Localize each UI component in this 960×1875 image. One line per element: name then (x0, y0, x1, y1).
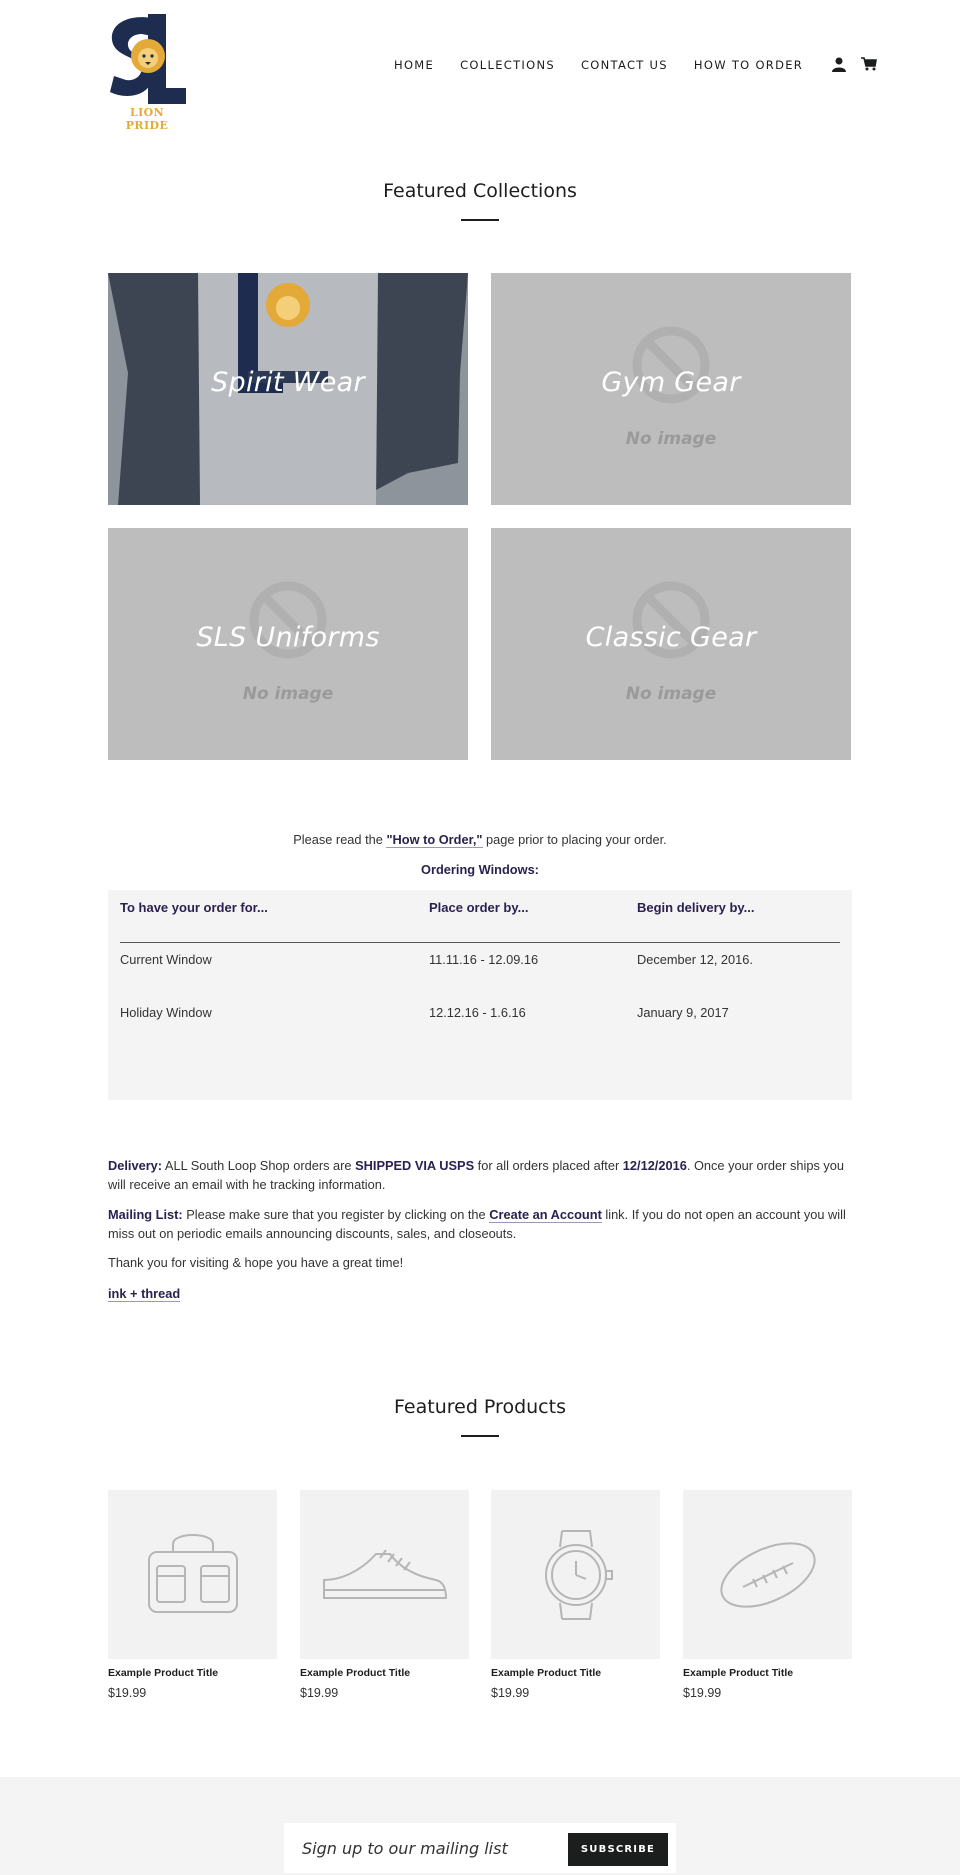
table-cell: December 12, 2016. (637, 952, 753, 967)
product-price: $19.99 (108, 1686, 147, 1700)
featured-products-heading: Featured Products (394, 1396, 566, 1418)
site-header (0, 0, 960, 130)
how-to-order-link[interactable]: "How to Order," (386, 832, 483, 847)
nav-collections[interactable]: COLLECTIONS (460, 58, 555, 72)
delivery-text: ALL South Loop Shop orders are (162, 1158, 356, 1173)
product-title[interactable]: Example Product Title (491, 1667, 602, 1679)
ink-thread-link[interactable]: ink + thread (108, 1286, 181, 1301)
delivery-emphasis: SHIPPED VIA USPS (355, 1158, 475, 1173)
nav-how-to-order[interactable]: HOW TO ORDER (693, 58, 804, 72)
product-image[interactable] (491, 1490, 660, 1659)
collection-classic-gear[interactable] (491, 528, 851, 760)
product-card[interactable] (300, 1490, 469, 1700)
product-title[interactable]: Example Product Title (108, 1667, 219, 1679)
delivery-date: 12/12/2016 (622, 1158, 687, 1173)
intro-text-after: page prior to placing your order. (482, 832, 667, 847)
no-image-label: No image (625, 684, 717, 704)
subscribe-button[interactable]: SUBSCRIBE (568, 1833, 668, 1866)
create-account-link[interactable]: Create an Account (489, 1207, 602, 1222)
table-cell: Current Window (120, 952, 212, 967)
logo-text: LION PRIDE (125, 106, 169, 132)
heading-divider (461, 1435, 499, 1437)
mailing-text: Please make sure that you register by clicking on the (182, 1207, 490, 1222)
product-card[interactable] (108, 1490, 277, 1700)
product-image[interactable] (108, 1490, 277, 1659)
collection-title: SLS Uniforms (196, 622, 380, 653)
product-card[interactable] (491, 1490, 660, 1700)
credit-line (108, 1284, 852, 1303)
table-header: Place order by... (429, 900, 529, 915)
thank-you-text: Thank you for visiting & hope you have a great time! (108, 1255, 404, 1270)
product-image[interactable] (300, 1490, 469, 1659)
mailing-list-note (108, 1205, 852, 1243)
product-title[interactable]: Example Product Title (683, 1667, 794, 1679)
newsletter-form (284, 1823, 676, 1873)
table-cell: Holiday Window (120, 1005, 212, 1020)
table-cell: January 9, 2017 (637, 1005, 729, 1020)
mailing-text: link. If you do not open an account you will miss out on periodic emails announcing discounts, sales, and closeouts. (108, 1207, 846, 1241)
intro-text-before: Please read the (293, 832, 387, 847)
sneaker-icon (320, 1540, 450, 1610)
main-nav (394, 56, 889, 74)
collection-title: Classic Gear (585, 622, 757, 653)
table-header: To have your order for... (120, 900, 268, 915)
table-header: Begin delivery by... (637, 900, 755, 915)
account-icon[interactable] (831, 56, 849, 74)
delivery-text: . Once your order ships you will receive an email with he tracking information. (108, 1158, 845, 1192)
collection-gym-gear[interactable] (491, 273, 851, 505)
product-price: $19.99 (491, 1686, 530, 1700)
football-icon (713, 1535, 823, 1615)
mailing-list-input[interactable] (284, 1823, 564, 1873)
no-image-label: No image (625, 429, 717, 449)
ordering-windows-heading: Ordering Windows: (421, 862, 539, 877)
product-price: $19.99 (300, 1686, 339, 1700)
collection-title: Gym Gear (601, 367, 741, 398)
no-image-label: No image (242, 684, 334, 704)
site-footer (0, 1777, 960, 1875)
collection-title: Spirit Wear (211, 367, 365, 398)
bag-icon (143, 1530, 243, 1620)
delivery-note (108, 1156, 852, 1194)
product-title[interactable]: Example Product Title (300, 1667, 411, 1679)
watch-icon (536, 1525, 616, 1625)
featured-collections-heading: Featured Collections (383, 180, 577, 202)
product-card[interactable] (683, 1490, 852, 1700)
table-cell: 12.12.16 - 1.6.16 (429, 1005, 526, 1020)
ordering-windows-table (108, 890, 852, 1100)
collection-sls-uniforms[interactable] (108, 528, 468, 760)
table-cell: 11.11.16 - 12.09.16 (429, 952, 539, 967)
product-price: $19.99 (683, 1686, 722, 1700)
delivery-label: Delivery: (108, 1158, 163, 1173)
product-image[interactable] (683, 1490, 852, 1659)
collection-spirit-wear[interactable] (108, 273, 468, 505)
mailing-label: Mailing List: (108, 1207, 183, 1222)
cart-icon[interactable] (861, 56, 879, 74)
heading-divider (461, 219, 499, 221)
nav-home[interactable]: HOME (394, 58, 435, 72)
site-logo[interactable] (108, 10, 186, 132)
nav-contact-us[interactable]: CONTACT US (580, 58, 668, 72)
delivery-text: for all orders placed after (474, 1158, 623, 1173)
table-divider (120, 942, 840, 943)
how-to-order-intro (108, 830, 852, 849)
